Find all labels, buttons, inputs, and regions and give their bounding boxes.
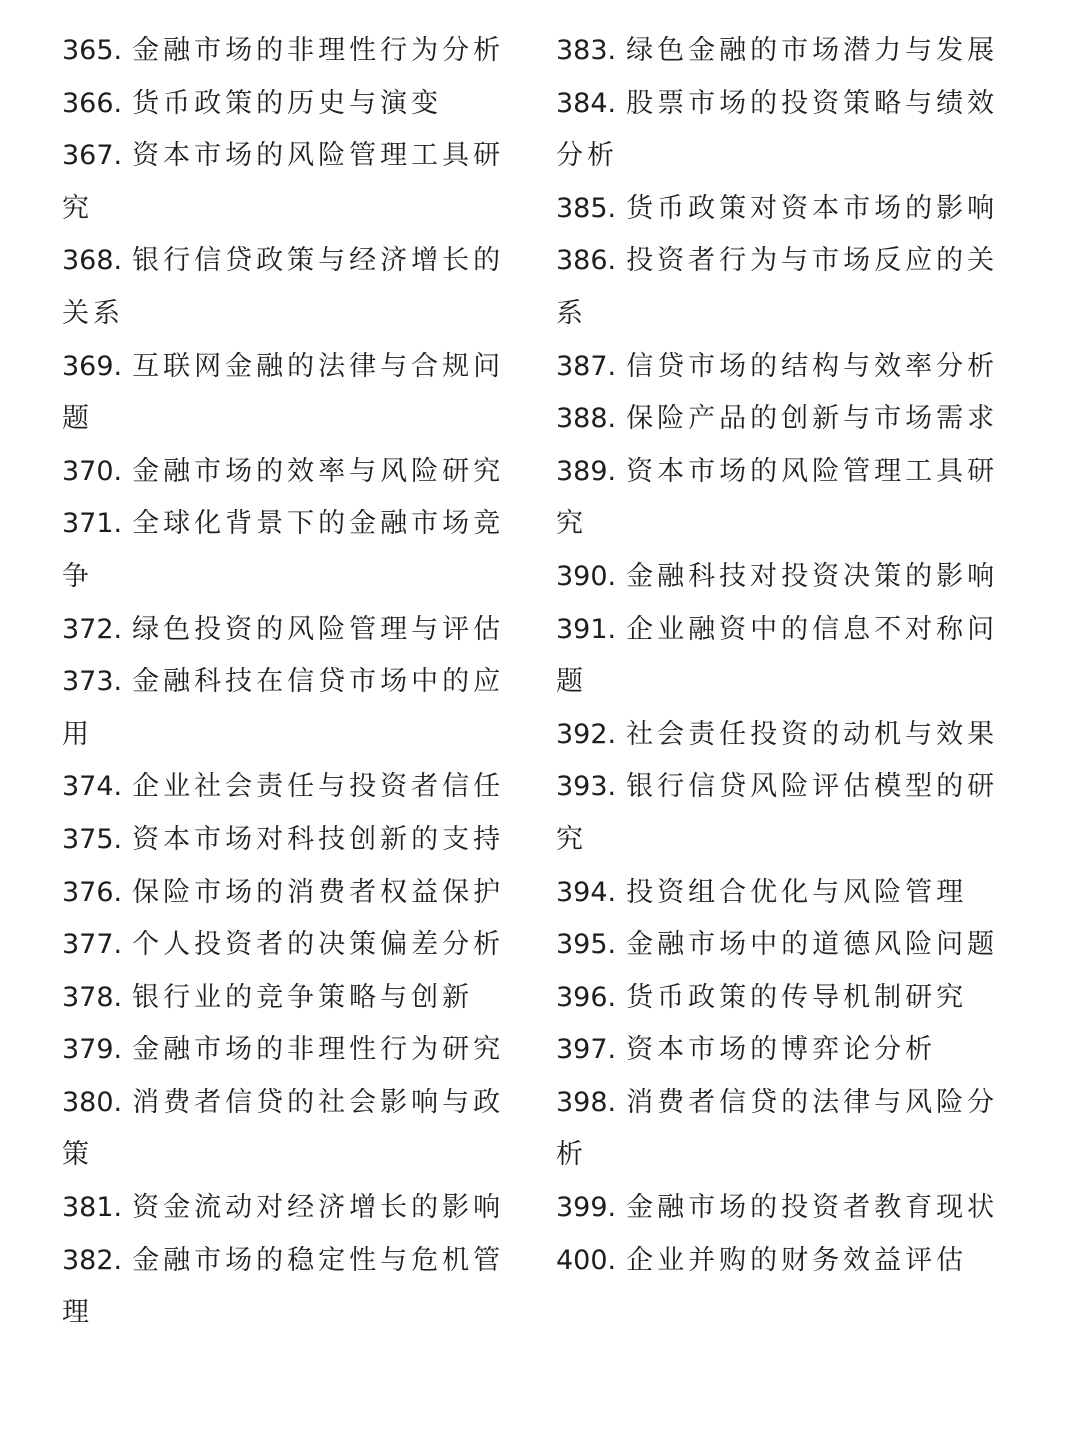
topic-number: 391. xyxy=(556,613,617,645)
topic-title: 资金流动对经济增长的影响 xyxy=(132,1192,505,1224)
topic-item xyxy=(556,446,1026,551)
topic-title: 消费者信贷的社会影响与政策 xyxy=(62,1086,505,1171)
topic-title: 信贷市场的结构与效率分析 xyxy=(626,350,999,382)
topic-item xyxy=(62,130,530,235)
topic-item xyxy=(556,1024,1026,1077)
topic-number: 386. xyxy=(556,245,617,277)
topic-number: 395. xyxy=(556,929,617,961)
topic-title: 互联网金融的法律与合规问题 xyxy=(62,350,505,435)
topic-item xyxy=(62,1077,530,1182)
topic-item xyxy=(556,1182,1026,1235)
topic-title: 银行业的竞争策略与创新 xyxy=(132,981,474,1013)
topic-number: 388. xyxy=(556,403,617,435)
topic-item xyxy=(62,1235,530,1340)
topic-title: 社会责任投资的动机与效果 xyxy=(626,718,999,750)
topic-title: 货币政策的历史与演变 xyxy=(132,87,443,119)
topic-number: 375. xyxy=(62,823,123,855)
topic-number: 398. xyxy=(556,1086,617,1118)
topic-title: 企业融资中的信息不对称问题 xyxy=(556,613,999,698)
topic-title: 资本市场的风险管理工具研究 xyxy=(62,140,505,224)
topic-number: 389. xyxy=(556,455,617,487)
topic-item xyxy=(556,78,1026,183)
topic-title: 绿色金融的市场潜力与发展 xyxy=(626,35,999,66)
topic-number: 370. xyxy=(62,455,123,487)
topic-item xyxy=(556,867,1026,920)
topic-title: 股票市场的投资策略与绩效分析 xyxy=(556,87,999,172)
topic-number: 397. xyxy=(556,1034,617,1066)
topic-title: 资本市场的博弈论分析 xyxy=(626,1034,937,1066)
topic-title: 投资组合优化与风险管理 xyxy=(626,876,968,908)
topic-title: 全球化背景下的金融市场竞争 xyxy=(62,508,505,592)
topic-column-right xyxy=(556,25,1026,1287)
topic-number: 371. xyxy=(62,508,123,540)
topic-item xyxy=(62,972,530,1025)
topic-title: 资本市场对科技创新的支持 xyxy=(132,823,505,855)
topic-item xyxy=(62,1182,530,1235)
topic-number: 382. xyxy=(62,1244,123,1276)
topic-title: 金融市场的效率与风险研究 xyxy=(132,455,505,487)
topic-title: 保险产品的创新与市场需求 xyxy=(626,403,999,435)
topic-number: 383. xyxy=(556,35,617,66)
topic-number: 394. xyxy=(556,876,617,908)
topic-item xyxy=(62,656,530,761)
topic-number: 368. xyxy=(62,245,123,277)
topic-title: 货币政策对资本市场的影响 xyxy=(626,192,999,224)
topic-item xyxy=(556,25,1026,78)
topic-item xyxy=(62,446,530,499)
topic-title: 保险市场的消费者权益保护 xyxy=(132,876,505,908)
topic-item xyxy=(62,867,530,920)
topic-title: 银行信贷风险评估模型的研究 xyxy=(556,771,999,855)
topic-title: 金融市场的稳定性与危机管理 xyxy=(62,1244,505,1329)
topic-title: 银行信贷政策与经济增长的关系 xyxy=(62,245,505,329)
topic-item xyxy=(62,78,530,131)
topic-number: 367. xyxy=(62,140,123,172)
topic-title: 金融市场的非理性行为分析 xyxy=(132,35,505,66)
topic-number: 376. xyxy=(62,876,123,908)
topic-item xyxy=(556,709,1026,762)
topic-item xyxy=(62,25,530,78)
topic-item xyxy=(556,919,1026,972)
topic-title: 金融科技对投资决策的影响 xyxy=(626,560,999,592)
topic-number: 380. xyxy=(62,1086,123,1118)
topic-number: 400. xyxy=(556,1244,617,1276)
topic-item xyxy=(556,972,1026,1025)
topic-number: 381. xyxy=(62,1192,123,1224)
topic-item xyxy=(556,235,1026,340)
topic-item xyxy=(556,341,1026,394)
topic-number: 373. xyxy=(62,666,123,698)
topic-item xyxy=(556,761,1026,866)
topic-number: 392. xyxy=(556,718,617,750)
topic-title: 资本市场的风险管理工具研究 xyxy=(556,455,999,540)
topic-title: 企业并购的财务效益评估 xyxy=(626,1244,968,1276)
topic-item xyxy=(556,551,1026,604)
topic-title: 投资者行为与市场反应的关系 xyxy=(556,245,999,329)
topic-title: 货币政策的传导机制研究 xyxy=(626,981,968,1013)
topic-number: 369. xyxy=(62,350,123,382)
topic-item xyxy=(556,1077,1026,1182)
topic-item xyxy=(556,393,1026,446)
topic-title: 消费者信贷的法律与风险分析 xyxy=(556,1086,999,1171)
topic-number: 387. xyxy=(556,350,617,382)
topic-title: 企业社会责任与投资者信任 xyxy=(132,771,505,803)
topic-item xyxy=(62,341,530,446)
topic-number: 393. xyxy=(556,771,617,803)
topic-item xyxy=(62,761,530,814)
topic-number: 372. xyxy=(62,613,123,645)
topic-title: 金融市场的非理性行为研究 xyxy=(132,1034,505,1066)
topic-number: 399. xyxy=(556,1192,617,1224)
topic-item xyxy=(62,604,530,657)
topic-title: 绿色投资的风险管理与评估 xyxy=(132,613,505,645)
topic-number: 365. xyxy=(62,35,123,66)
topic-item xyxy=(62,1024,530,1077)
topic-number: 385. xyxy=(556,192,617,224)
topic-title: 金融市场的投资者教育现状 xyxy=(626,1192,999,1224)
topic-title: 金融市场中的道德风险问题 xyxy=(626,929,999,961)
topic-number: 396. xyxy=(556,981,617,1013)
topic-number: 377. xyxy=(62,929,123,961)
topic-number: 379. xyxy=(62,1034,123,1066)
topic-number: 390. xyxy=(556,560,617,592)
topic-number: 378. xyxy=(62,981,123,1013)
topic-item xyxy=(556,1235,1026,1288)
topic-title: 金融科技在信贷市场中的应用 xyxy=(62,666,505,750)
topic-item xyxy=(62,498,530,603)
topic-item xyxy=(62,814,530,867)
topic-number: 384. xyxy=(556,87,617,119)
topic-item xyxy=(556,604,1026,709)
topic-item xyxy=(62,235,530,340)
topic-title: 个人投资者的决策偏差分析 xyxy=(132,929,505,961)
topic-number: 374. xyxy=(62,771,123,803)
topic-number: 366. xyxy=(62,87,123,119)
topic-column-left xyxy=(62,25,530,1340)
topic-item xyxy=(556,183,1026,236)
topic-item xyxy=(62,919,530,972)
